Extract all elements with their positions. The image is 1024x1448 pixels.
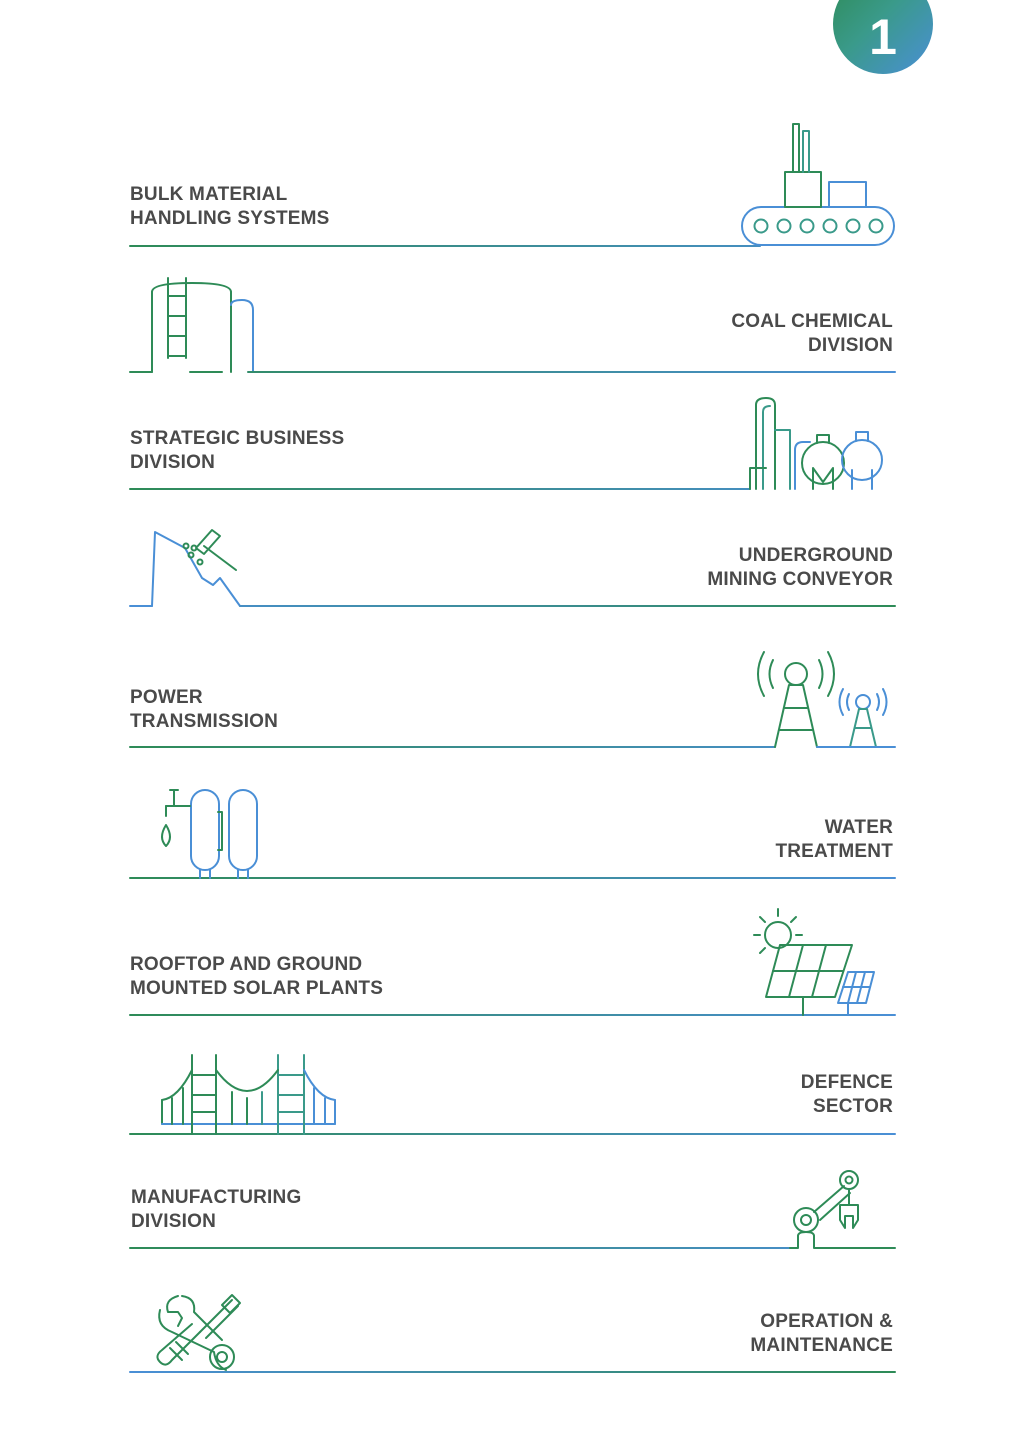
sector-label-line1: OPERATION & — [760, 1311, 893, 1332]
sector-label-line2: MOUNTED SOLAR PLANTS — [130, 978, 384, 999]
sector-label-line2: DIVISION — [807, 335, 893, 356]
storage-tanks-icon — [130, 278, 895, 372]
sector-label-line1: UNDERGROUND — [738, 545, 893, 566]
sector-label-line1: COAL CHEMICAL — [731, 311, 893, 332]
mining-hammer-icon — [130, 530, 895, 606]
sector-label-line1: STRATEGIC BUSINESS — [130, 428, 345, 449]
industrial-plant-icon — [130, 398, 895, 489]
sector-label-line2: MAINTENANCE — [750, 1335, 893, 1356]
sector-label-line2: TRANSMISSION — [130, 711, 279, 732]
sector-label-line2: TREATMENT — [775, 841, 893, 862]
conveyor-factory-icon — [130, 124, 894, 246]
sector-label-line2: HANDLING SYSTEMS — [130, 208, 330, 229]
robotic-arm-icon — [130, 1171, 895, 1248]
solar-panel-icon — [130, 909, 895, 1015]
sector-label-line1: ROOFTOP AND GROUND — [130, 954, 363, 975]
sector-label-line1: DEFENCE — [800, 1072, 893, 1093]
sector-label-line1: MANUFACTURING — [131, 1187, 302, 1208]
sector-label-line2: SECTOR — [812, 1096, 893, 1117]
sector-label-line2: DIVISION — [130, 452, 216, 473]
water-treatment-icon — [130, 790, 895, 878]
sector-label-line1: WATER — [824, 817, 893, 838]
bridge-icon — [130, 1055, 895, 1134]
wrench-screwdriver-icon — [130, 1295, 895, 1372]
sector-label-line2: MINING CONVEYOR — [707, 569, 893, 590]
sector-label-line2: DIVISION — [131, 1211, 217, 1232]
transmission-tower-icon — [130, 652, 895, 747]
sector-label-line1: BULK MATERIAL — [130, 184, 288, 205]
page-number-badge: 1 — [833, 0, 933, 74]
sector-label-line1: POWER — [130, 687, 203, 708]
